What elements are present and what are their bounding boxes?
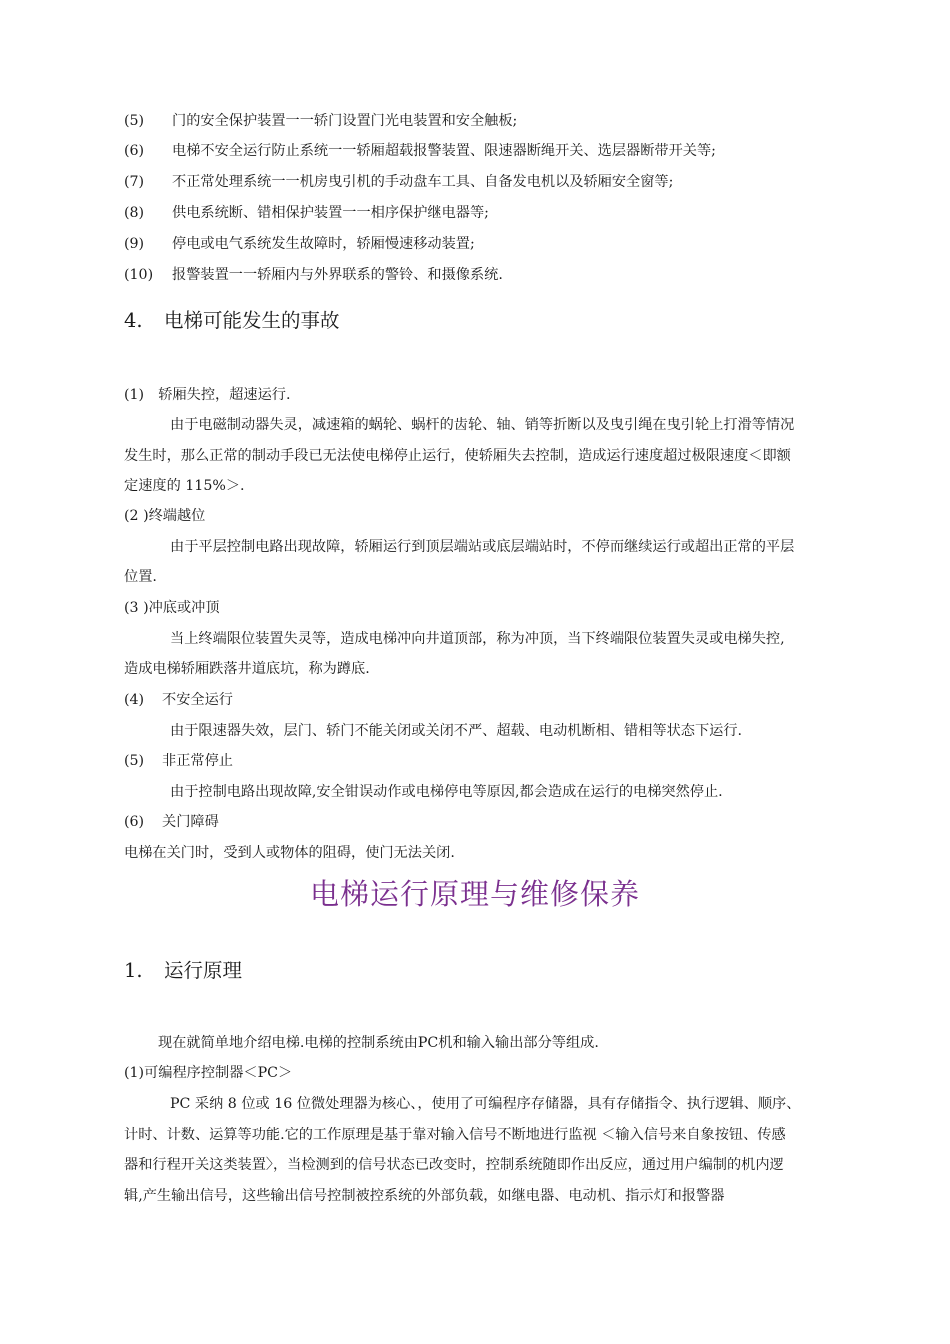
paragraph-line: 计时、计数、运算等功能.它的工作原理是基于靠对输入信号不断地进行监视 ＜输入信号来自象按钮、传感 <box>124 1127 786 1143</box>
paragraph-line: 由于平层控制电路出现故障，轿厢运行到顶层端站或底层端站时，不停而继续运行或超出正常的平层 <box>170 539 795 555</box>
paragraph-line: 现在就简单地介绍电梯.电梯的控制系统由PC机和输入输出部分等组成. <box>158 1035 599 1051</box>
paragraph-line: 由于电磁制动器失灵，减速箱的蜗轮、蜗杆的齿轮、轴、销等折断以及曳引绳在曳引轮上打滑等情况 <box>170 417 795 433</box>
list-item: (9) 停电或电气系统发生故障时，轿厢慢速移动装置; <box>124 236 475 252</box>
subsection-heading: (1) 轿厢失控，超速运行. <box>124 387 291 403</box>
paragraph-line: 发生时，那么正常的制动手段已无法使电梯停止运行，使轿厢失去控制，造成运行速度超过极限速度＜即额 <box>124 448 791 464</box>
paragraph-line: 位置. <box>124 569 157 585</box>
page-title: 电梯运行原理与维修保养 <box>309 877 640 911</box>
subsection-heading: (2 )终端越位 <box>124 508 206 524</box>
subsection-heading: (6) 关门障碍 <box>124 814 219 830</box>
list-item: (6) 电梯不安全运行防止系统一一轿厢超载报警装置、限速器断绳开关、选层器断带开关等; <box>124 143 716 159</box>
list-item: (8) 供电系统断、错相保护装置一一相序保护继电器等; <box>124 205 489 221</box>
list-item: (7) 不正常处理系统一一机房曳引机的手动盘车工具、自备发电机以及轿厢安全窗等; <box>124 174 674 190</box>
section-heading: 4. 电梯可能发生的事故 <box>124 309 340 332</box>
subsection-heading: (1)可编程序控制器＜PC＞ <box>124 1065 293 1081</box>
section-heading: 1. 运行原理 <box>124 959 243 982</box>
subsection-heading: (5) 非正常停止 <box>124 753 233 769</box>
paragraph-line: 由于控制电路出现故障,安全钳误动作或电梯停电等原因,都会造成在运行的电梯突然停止. <box>170 784 723 800</box>
subsection-heading: (4) 不安全运行 <box>124 692 233 708</box>
paragraph-line: 由于限速器失效，层门、轿门不能关闭或关闭不严、超载、电动机断相、错相等状态下运行. <box>170 723 743 739</box>
list-item: (10) 报警装置一一轿厢内与外界联系的警铃、和摄像系统. <box>124 267 503 283</box>
paragraph-line: 电梯在关门时，受到人或物体的阻碍，使门无法关闭. <box>124 845 455 861</box>
paragraph-line: PC 采纳 8 位或 16 位微处理器为核心、，使用了可编程序存储器，具有存储指令、执行逻辑、顺序、 <box>170 1096 801 1112</box>
paragraph-line: 器和行程开关这类装置〉，当检测到的信号状态已改变时，控制系统随即作出反应，通过用户编制的机内逻 <box>124 1157 784 1173</box>
subsection-heading: (3 )冲底或冲顶 <box>124 600 220 616</box>
paragraph-line: 当上终端限位装置失灵等，造成电梯冲向井道顶部，称为冲顶，当下终端限位装置失灵或电梯失控, <box>170 631 785 647</box>
paragraph-line: 辑,产生输出信号，这些输出信号控制被控系统的外部负载，如继电器、电动机、指示灯和报警器 <box>124 1188 725 1204</box>
paragraph-line: 定速度的 115%＞. <box>124 478 245 494</box>
paragraph-line: 造成电梯轿厢跌落井道底坑，称为蹲底. <box>124 661 370 677</box>
list-item: (5) 门的安全保护装置一一轿门设置门光电装置和安全触板; <box>124 113 518 129</box>
